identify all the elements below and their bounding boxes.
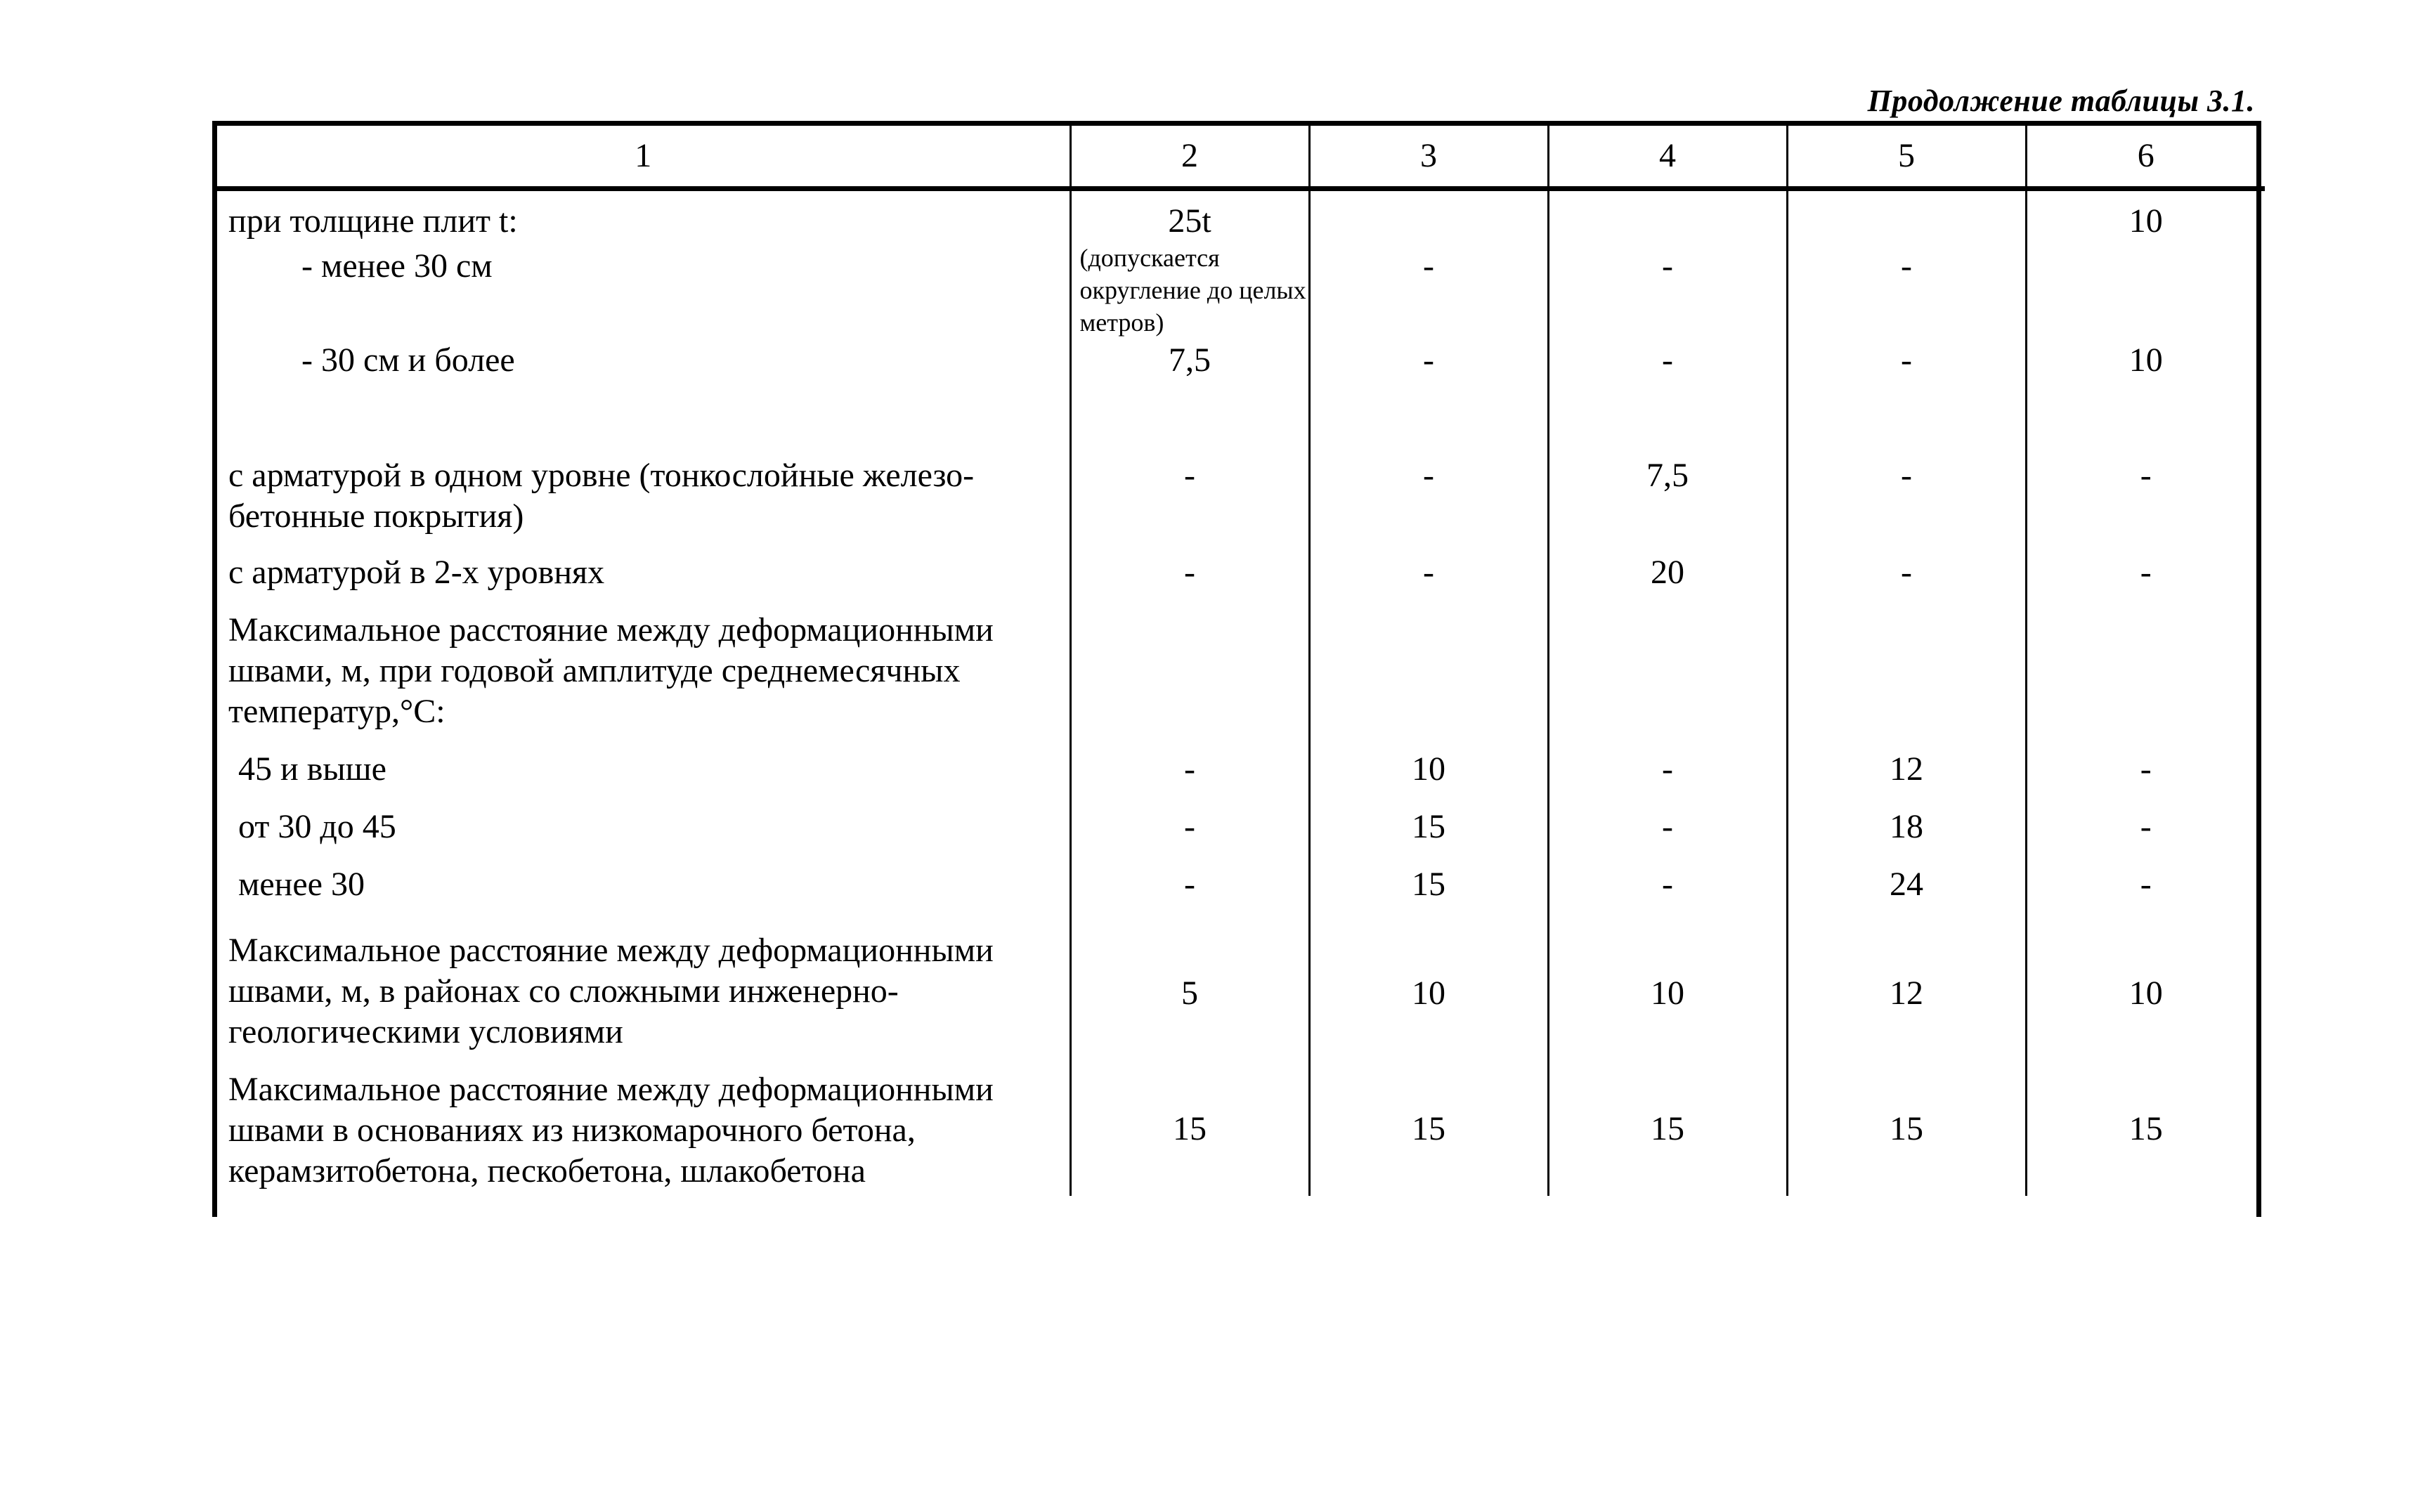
cell-col4 [1548,610,1787,749]
cell-col5: - [1787,242,2026,340]
header-cell-5: 5 [1787,126,2026,189]
row-label: Максимальное расстояние между деформационными швами, м, в районах со сложными инженерно-геологическими условиями [228,932,994,1050]
cell-col4 [1548,189,1787,242]
cell-col3: - [1309,242,1548,340]
table-row [217,552,2265,610]
expansion-joint-table [217,126,2265,1196]
cell-col4: 15 [1548,1062,1787,1196]
row-label: при толщине плит t: [228,202,518,240]
cell-col4: 20 [1548,552,1787,610]
cell-col6: - [2026,552,2265,610]
cell-col4: 10 [1548,925,1787,1062]
cell-col3 [1309,610,1548,749]
table-row [217,189,2265,242]
table-row [217,455,2265,552]
cell-col3: 15 [1309,807,1548,864]
cell-col6 [2026,242,2265,340]
table-row [217,925,2265,1062]
cell-col2: - [1070,455,1309,552]
cell-col2: 15 [1070,1062,1309,1196]
cell-col3: - [1309,455,1548,552]
cell-col5: - [1787,552,2026,610]
cell-col2: 5 [1070,925,1309,1062]
cell-col3: 15 [1309,1062,1548,1196]
header-row [217,126,2265,189]
cell-col5: 12 [1787,925,2026,1062]
cell-col4: 7,5 [1548,455,1787,552]
cell-col6: - [2026,864,2265,925]
header-cell-2: 2 [1070,126,1309,189]
cell-col4: - [1548,807,1787,864]
rounding-note: (допускается округление до целых метров) [1079,244,1306,337]
cell-col5: 18 [1787,807,2026,864]
row-label: - 30 см и более [301,341,515,379]
table-row [217,749,2265,807]
cell-col6: - [2026,749,2265,807]
table-continuation-caption: Продолжение таблицы 3.1. [1867,84,2255,118]
cell-col2: 7,5 [1070,340,1309,455]
cell-col2: - [1070,552,1309,610]
row-label: 45 и выше [238,750,386,788]
cell-col3: 10 [1309,749,1548,807]
cell-col4: - [1548,864,1787,925]
row-label: менее 30 [238,866,365,903]
cell-col5: 24 [1787,864,2026,925]
row-label: - менее 30 см [301,247,493,285]
cell-col5: - [1787,340,2026,455]
cell-col2 [1070,242,1309,340]
row-label: Максимальное расстояние между деформационными швами, м, при годовой амплитуде среднемесячных температур,°С: [228,611,994,730]
cell-col3: - [1309,340,1548,455]
table-row [217,242,2265,340]
row-label: с арматурой в одном уровне (тонкослойные железо-бетонные покрытия) [228,457,975,535]
cell-col3 [1309,189,1548,242]
cell-col3: 10 [1309,925,1548,1062]
header-cell-4: 4 [1548,126,1787,189]
cell-col5 [1787,189,2026,242]
cell-col3: - [1309,552,1548,610]
cell-col6 [2026,610,2265,749]
cell-col6: 15 [2026,1062,2265,1196]
cell-col3: 15 [1309,864,1548,925]
cell-col5: 15 [1787,1062,2026,1196]
header-cell-6: 6 [2026,126,2265,189]
cell-col2 [1070,610,1309,749]
cell-col6: - [2026,455,2265,552]
header-cell-3: 3 [1309,126,1548,189]
cell-col4: - [1548,340,1787,455]
cell-col6: 10 [2026,925,2265,1062]
table-row [217,807,2265,864]
header-cell-1: 1 [217,126,1070,189]
cell-col2: - [1070,749,1309,807]
table-row [217,610,2265,749]
row-label: Максимальное расстояние между деформационными швами в основаниях из низкомарочного бетона, керамзитобетона, пескобетона, шлакобетона [228,1071,994,1190]
cell-col5 [1787,610,2026,749]
cell-col6: 10 [2026,340,2265,455]
cell-col5: 12 [1787,749,2026,807]
cell-col5: - [1787,455,2026,552]
row-label: от 30 до 45 [238,808,396,845]
cell-col4: - [1548,242,1787,340]
cell-col2: 25t [1070,189,1309,242]
cell-col4: - [1548,749,1787,807]
cell-col2: - [1070,807,1309,864]
table-row [217,340,2265,455]
row-label: с арматурой в 2-х уровнях [228,554,605,591]
table-frame [212,121,2261,1217]
cell-col2: - [1070,864,1309,925]
table-row [217,864,2265,925]
table-row [217,1062,2265,1196]
cell-col6: 10 [2026,189,2265,242]
cell-col6: - [2026,807,2265,864]
